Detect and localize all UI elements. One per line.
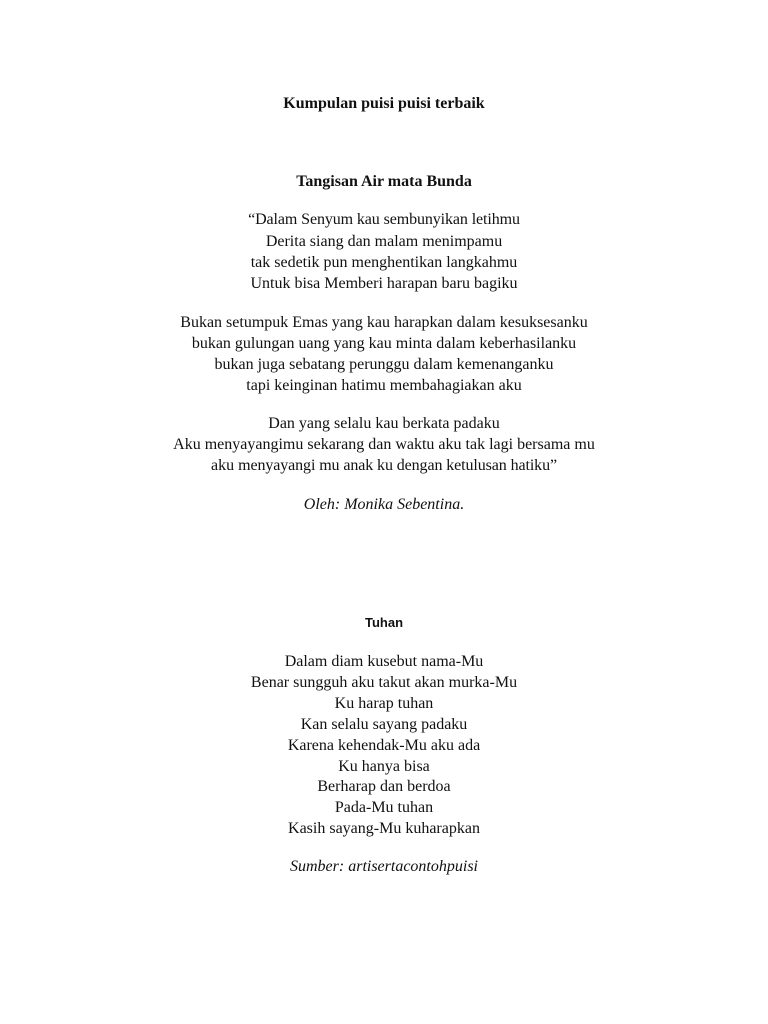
poem2-line5: Karena kehendak-Mu aku ada: [287, 737, 481, 754]
poem2-line6: Ku hanya bisa: [338, 758, 430, 775]
document-title: Kumpulan puisi puisi terbaik: [283, 95, 485, 112]
poem2-line3: Ku harap tuhan: [334, 695, 434, 712]
poem1-stanza2-line3: bukan juga sebatang perunggu dalam kemenanganku: [214, 356, 554, 373]
poem1-stanza3-line3-rest: menyayangi mu anak ku dengan ketulusan hatiku”: [238, 457, 557, 474]
poem2-line2: Benar sungguh aku takut akan murka-Mu: [250, 674, 518, 691]
poem2-line7: Berharap dan berdoa: [317, 778, 451, 795]
poem1-title: Tangisan Air mata Bunda: [296, 173, 472, 190]
poem1-stanza2-line4: tapi keinginan hatimu membahagiakan aku: [246, 377, 522, 394]
poem2-line4: Kan selalu sayang padaku: [300, 716, 468, 733]
poem2-source: Sumber: artisertacontohpuisi: [290, 858, 478, 875]
poem1-stanza1-line2: Derita siang dan malam menimpamu: [265, 233, 503, 250]
poem2-title: Tuhan: [364, 615, 404, 630]
poem1-author: Oleh: Monika Sebentina.: [303, 496, 465, 513]
poem1-stanza2-line2: bukan gulungan uang yang kau minta dalam keberhasilanku: [191, 335, 577, 352]
poem1-stanza1-line1: “Dalam Senyum kau sembunyikan letihmu: [248, 211, 520, 228]
poem1-stanza2-line1: Bukan setumpuk Emas yang kau harapkan dalam kesuksesanku: [180, 314, 588, 331]
poem1-stanza3-line2: Aku menyayangimu sekarang dan waktu aku tak lagi bersama mu: [173, 436, 595, 453]
poem2-line9: Kasih sayang-Mu kuharapkan: [288, 820, 480, 837]
poem1-stanza3-line3-prefix: aku: [211, 457, 239, 474]
poem1-stanza3-line1: Dan yang selalu kau berkata padaku: [268, 415, 500, 432]
poem1-stanza1-line4: Untuk bisa Memberi harapan baru bagiku: [250, 275, 518, 292]
poem1-stanza3-line3: [0, 455, 768, 476]
poem2-line8: Pada-Mu tuhan: [334, 799, 434, 816]
poem2-line1: Dalam diam kusebut nama-Mu: [284, 653, 484, 670]
poem1-stanza1-line3: tak sedetik pun menghentikan langkahmu: [250, 254, 518, 271]
